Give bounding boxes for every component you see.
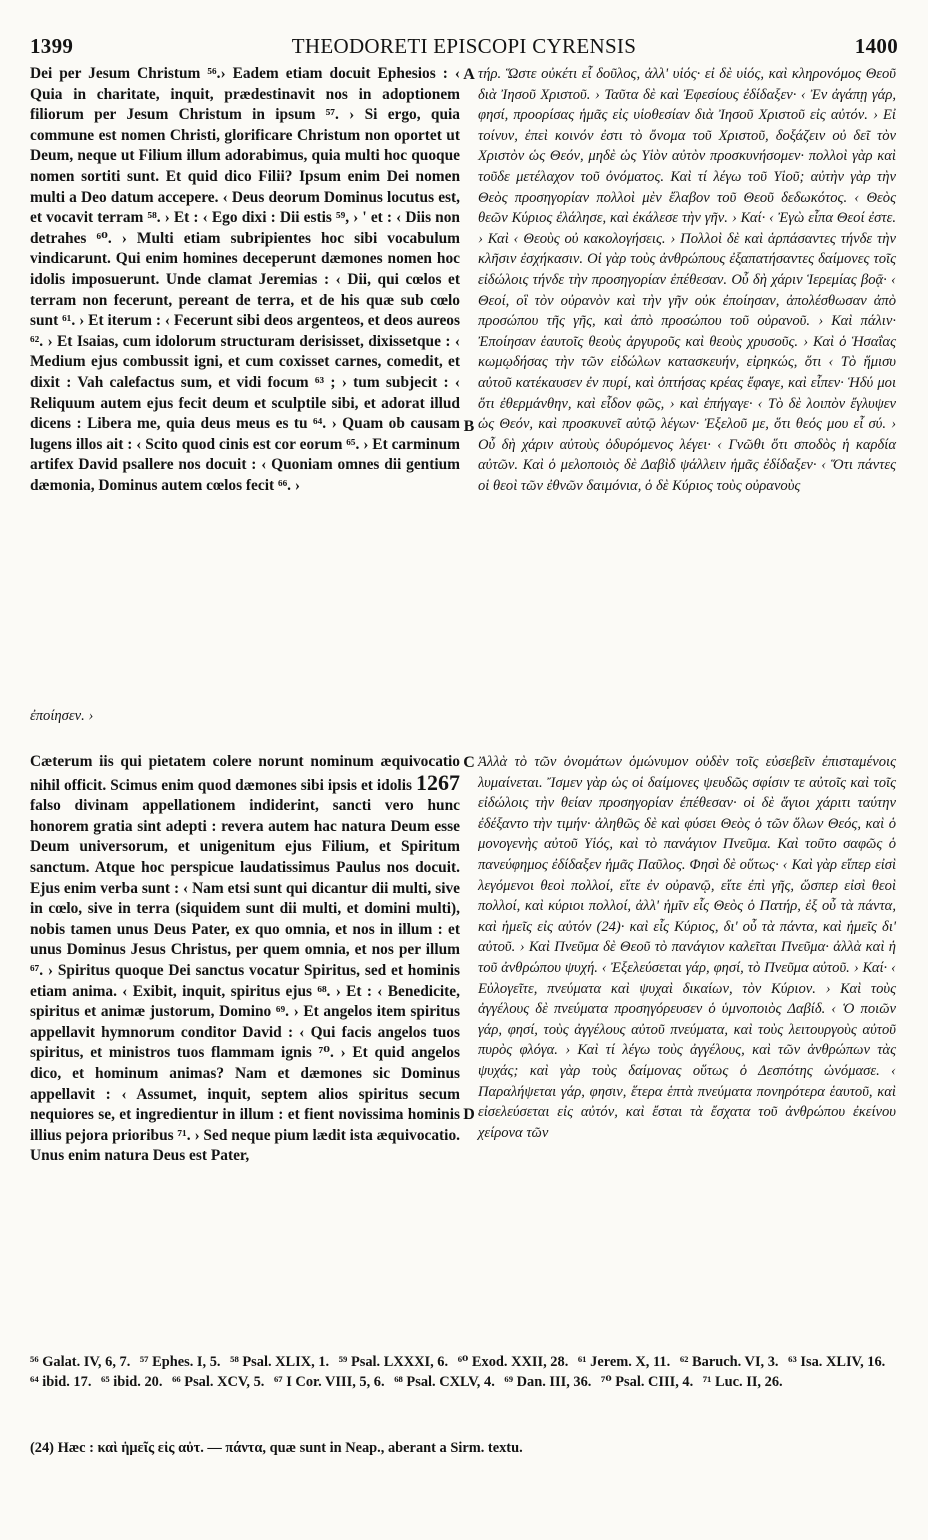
column-number: 1267 [416, 769, 460, 795]
greek-spanning-text: ἐποίησεν. › [30, 708, 94, 724]
greek-spanning-line [30, 706, 896, 750]
section-marker-a: A [463, 66, 475, 83]
footnote: ⁶⁶ Psal. XCV, 5. [172, 1374, 265, 1390]
footnote: ⁵⁷ Ephes. I, 5. [139, 1354, 221, 1370]
footnote: ⁶⁴ ibid. 17. [30, 1374, 92, 1390]
latin-text-lower [30, 752, 460, 1167]
footnote: ⁵⁸ Psal. XLIX, 1. [230, 1354, 330, 1370]
section-marker-b: B [463, 418, 475, 435]
latin-text-lower-a: Cæterum iis qui pietatem colere norunt nominum æquivocatio nihil officit. Scimus enim quod dæmones sibi ipsis et idolis [30, 753, 460, 794]
editorial-note: (24) Hæc : καὶ ἡμεῖς εἰς αὐτ. — πάντα, quæ sunt in Neap., aberant a Sirm. textu. [30, 1440, 523, 1456]
footnote: ⁶² Baruch. VI, 3. [679, 1354, 779, 1370]
page-header [30, 34, 898, 60]
greek-column-lower [478, 752, 896, 1344]
footnote: ⁵⁶ Galat. IV, 6, 7. [30, 1354, 131, 1370]
footnote: ⁶⁷ I Cor. VIII, 5, 6. [274, 1374, 385, 1390]
latin-column-upper [30, 64, 460, 706]
footnote: ⁶⁵ ibid. 20. [101, 1374, 163, 1390]
section-marker-c: C [463, 754, 475, 771]
footnote: ⁶⁰ Exod. XXII, 28. [457, 1354, 569, 1370]
left-page-number: 1399 [30, 34, 74, 58]
footnote: ⁶⁸ Psal. CXLV, 4. [394, 1374, 495, 1390]
section-marker-d: D [463, 1106, 475, 1123]
latin-text-lower-b: falso divinam appellationem indiderint, sancti vero hunc honorem gratia sint adepti : revera autem hac natura Deum esse Deum universorum, et unigenitum ejus Filium, et Spiritum sanctum. Atque hoc perspicue laudatissimus Paulus nos docuit. Ejus enim verba sunt : ‹ Nam etsi sunt qui dicantur dii multi, sive in cœlo, sive in terra (siquidem sunt dii multi, et domini multi), nobis tamen unus Deus Pater, ex quo omnia, et nos in illum : et unus Dominus Jesus Christus, per quem omnia, et nos per illum ⁶⁷. › Spiritus quoque Dei sanctus vocatur Spiritus, sed et hominis etiam anima. ‹ Exibit, inquit, spiritus ejus ⁶⁸. › Et : ‹ Benedicite, spiritus et animæ justorum, Domino ⁶⁹. › Et angelos item spiritus appellavit hymnorum conditor David : ‹ Qui facis angelos tuos spiritus, et ministros tuos flammam ignis ⁷⁰. › Et quid angelos dico, et hominum animas? Nam et dæmones sic Dominus appellavit : ‹ Assumet, inquit, septem alios spiritus secum nequiores se, et ingredientur in illum : et fient novissima hominis illius pejora prioribus ⁷¹. › Sed neque pium lædit ista æquivocatio. Unus enim natura Deus est Pater, [30, 797, 460, 1165]
footnote: ⁷¹ Luc. II, 26. [702, 1374, 783, 1390]
greek-text-upper: τήρ. Ὥστε οὐκέτι εἶ δοῦλος, ἀλλ' υἱός· εἰ δὲ υἱός, καὶ κληρονόμος Θεοῦ διὰ Ἰησοῦ Χριστοῦ. › Ταῦτα δὲ καὶ Ἐφεσίους ἐδίδαξεν· ‹ Ἐν ἀγάπῃ γάρ, φησί, προορίσας ἡμᾶς εἰς υἱοθεσίαν διὰ Ἰησοῦ Χριστοῦ εἰς αὐτόν. › Εἰ τοίνυν, ἐπεὶ κοινόν ἐστι τὸ ὄνομα τοῦ Χριστοῦ, δοξάζειν οὐ δεῖ τὸν Χριστὸν ὡς Θεόν, μηδὲ ὡς Υἱὸν αὐτὸν προσκυνήσομεν· πολλοὶ γὰρ καὶ τοῦδε μετέλαχον τοῦ ὀνόματος. Καὶ τί λέγω τοῦ Υἱοῦ; αὐτὴν γὰρ τὴν Θεὸς προσηγορίαν πολλοὶ μὲν ἔλαβον τοῦ Θεοῦ δεδωκότος. ‹ Θεὸς θεῶν Κύριος ἐλάλησε, καὶ ἐκάλεσε τὴν γῆν. › Καί· ‹ Ἐγὼ εἶπα Θεοί ἐστε. › Καὶ ‹ Θεοὺς οὐ κακολογήσεις. › Πολλοὶ δὲ καὶ ἁρπάσαντες τήνδε τὴν κλῆσιν ἐσχήκασιν. Οἱ γὰρ τοὺς ἀνθρώπους ἐξαπατήσαντες δαίμονες τοῖς εἰδώλοις τήνδε τὴν προσηγορίαν ἐπέθεσαν. Οὗ δὴ χάριν Ἱερεμίας βοᾷ· ‹ Θεοί, οἳ τὸν οὐρανὸν καὶ τὴν γῆν οὐκ ἐποίησαν, ἀπολέσθωσαν ἀπὸ προσώπου τῆς γῆς, καὶ ἀπὸ προσώπου τοῦ οὐρανοῦ. › Καὶ πάλιν· Ἐποίησαν ἑαυτοῖς θεοὺς ἀργυροῦς καὶ θεοὺς χρυσοῦς. › Καὶ ὁ Ἡσαΐας κωμῳδήσας τὴν τῶν εἰδώλων κατασκευήν, εἰρηκώς, ὅτι ‹ Τὸ ἥμισυ αὐτοῦ κατέκαυσεν ἐν πυρί, καὶ ὀπτήσας κρέας ἔφαγε, καὶ εἶπεν· Ἡδύ μοι ὅτι ἐθερμάνθην, καὶ εἶδον φῶς, › καὶ ἐπήγαγε· ‹ Τὸ δὲ λοιπὸν ἔγλυψεν ὡς Θεόν, καὶ προσκυνεῖ αὐτῷ λέγων· Ἐξελοῦ με, ὅτι θεός μου εἶ σύ. › Οὗ δὴ χάριν αὐτοὺς ὀδυρόμενος λέγει· ‹ Γνῶθι ὅτι σποδὸς ἡ καρδία αὐτῶν. Καὶ ὁ μελοποιὸς δὲ Δαβὶδ ψάλλειν ἡμᾶς ἐδίδαξεν· ‹ Ὅτι πάντες οἱ θεοὶ τῶν ἐθνῶν δαιμόνια, ὁ δὲ Κύριος τοὺς οὐρανοὺς [478, 66, 896, 494]
footnote: ⁶¹ Jerem. X, 11. [577, 1354, 671, 1370]
running-title: THEODORETI EPISCOPI CYRENSIS [291, 34, 637, 58]
footnote: ⁶³ Isa. XLIV, 16. [788, 1354, 886, 1370]
scripture-footnotes [30, 1352, 896, 1392]
right-page-number: 1400 [854, 34, 898, 58]
footnote: ⁷⁰ Psal. CIII, 4. [601, 1374, 694, 1390]
latin-column-lower [30, 752, 460, 1344]
footnote: ⁶⁹ Dan. III, 36. [504, 1374, 592, 1390]
footnote: ⁵⁹ Psal. LXXXI, 6. [338, 1354, 449, 1370]
latin-text-upper: Dei per Jesum Christum ⁵⁶.› Eadem etiam docuit Ephesios : ‹ Quia in charitate, inquit, prædestinavit nos in adoptionem filiorum per Jesum Christum in ipsum ⁵⁷. › Si ergo, quia commune est nomen Christi, glorificare Christum non oportet ut Deum, neque ut Filium illum adorabimus, quia multi hoc quoque nomen sortiti sunt. Et quid dico Filii? Ipsum enim Dei nomen multi a Deo datum accepere. ‹ Deus deorum Dominus locutus est, et vocavit terram ⁵⁸. › Et : ‹ Ego dixi : Dii estis ⁵⁹, › ' et : ‹ Diis non detrahes ⁶⁰. › Multi etiam subripientes hoc sibi vocabulum vindicarunt. Qui enim homines deceperunt dæmones nomen hoc idolis imposuerunt. Unde clamat Jeremias : ‹ Dii, qui cœlos et terram non fecerunt, pereant de terra, et de his quæ sub cœlo sunt ⁶¹. › Et iterum : ‹ Fecerunt sibi deos argenteos, et deos aureos ⁶². › Et Isaias, cum idolorum structuram derisisset, dixissetque : ‹ Medium ejus combussit igni, et cum coxisset carnes, comedit, et dixit : Vah calefactus sum, et vidi focum ⁶³ ; › tum subjecit : ‹ Reliquum autem ejus fecit deum et sculptile sibi, et adorat illud dicens : Libera me, quia deus meus es tu ⁶⁴. › Quam ob causam lugens illos ait : ‹ Scito quod cinis est cor eorum ⁶⁵. › Et carminum artifex David psallere nos docuit : ‹ Quoniam omnes dii gentium dæmonia, Dominus autem cœlos fecit ⁶⁶. › [30, 65, 460, 494]
greek-column-upper [478, 64, 896, 706]
greek-text-lower: Ἀλλὰ τὸ τῶν ὀνομάτων ὁμώνυμον οὐδὲν τοῖς εὐσεβεῖν ἐπισταμένοις λυμαίνεται. Ἴσμεν γὰρ ὡς οἱ δαίμονες ψευδῶς σφίσιν τε αὐτοῖς καὶ τοῖς εἰδώλοις τὴν θείαν προσηγορίαν ἐπέθεσαν· οἱ δὲ ἅγιοι χάριτι ταύτην ἐδέξαντο τὴν τιμήν· ἀληθῶς δὲ καὶ φύσει Θεὸς ὁ τῶν ὅλων Θεός, καὶ ὁ μονογενὴς αὐτοῦ Υἱός, καὶ τὸ πανάγιον Πνεῦμα. Καὶ τοῦτο σαφῶς ὁ πανεύφημος ἐδίδαξεν ἡμᾶς Παῦλος. Φησὶ δὲ οὕτως· ‹ Καὶ γὰρ εἴπερ εἰσὶ λεγόμενοι θεοὶ πολλοί, εἴτε ἐν οὐρανῷ, εἴτε ἐπὶ γῆς, ὥσπερ εἰσὶ θεοὶ πολλοί, καὶ κύριοι πολλοί, ἀλλ' ἡμῖν εἷς Θεὸς ὁ Πατήρ, ἐξ οὗ τὰ πάντα, καὶ ἡμεῖς εἰς αὐτόν (24)· καὶ εἷς Κύριος, δι' οὗ τὰ πάντα, καὶ ἡμεῖς δι' αὐτοῦ. › Καὶ Πνεῦμα δὲ Θεοῦ τὸ πανάγιον καλεῖται Πνεῦμα· ἀλλὰ καὶ ἡ τοῦ ἀνθρώπου ψυχή. ‹ Ἐξελεύσεται γάρ, φησί, τὸ Πνεῦμα αὐτοῦ. › Καί· ‹ Εὐλογεῖτε, πνεύματα καὶ ψυχαὶ δικαίων, τὸν Κύριον. › Καὶ τοὺς ἀγγέλους δὲ πνεύματα προσηγόρευσεν ὁ ὑμνοποιὸς Δαβίδ. ‹ Ὁ ποιῶν γάρ, φησί, τοὺς ἀγγέλους αὐτοῦ πνεύματα, καὶ τοὺς λειτουργοὺς αὐτοῦ πυρὸς φλόγα. › Καὶ τί λέγω τοὺς ἀγγέλους, καὶ τῶν ἀνθρώπων τὰς ψυχάς; καὶ γὰρ τοὺς δαίμονας οὕτως ὁ Δεσπότης ὠνόμασε. ‹ Παραλήψεται γάρ, φησιν, ἕτερα ἑπτὰ πνεύματα πονηρότερα ἑαυτοῦ, καὶ εἰσελεύσεται εἰς αὐτόν, καὶ ἔσται τὰ ἔσχατα τοῦ ἀνθρώπου ἐκείνου χείρονα τῶν [478, 754, 896, 1141]
